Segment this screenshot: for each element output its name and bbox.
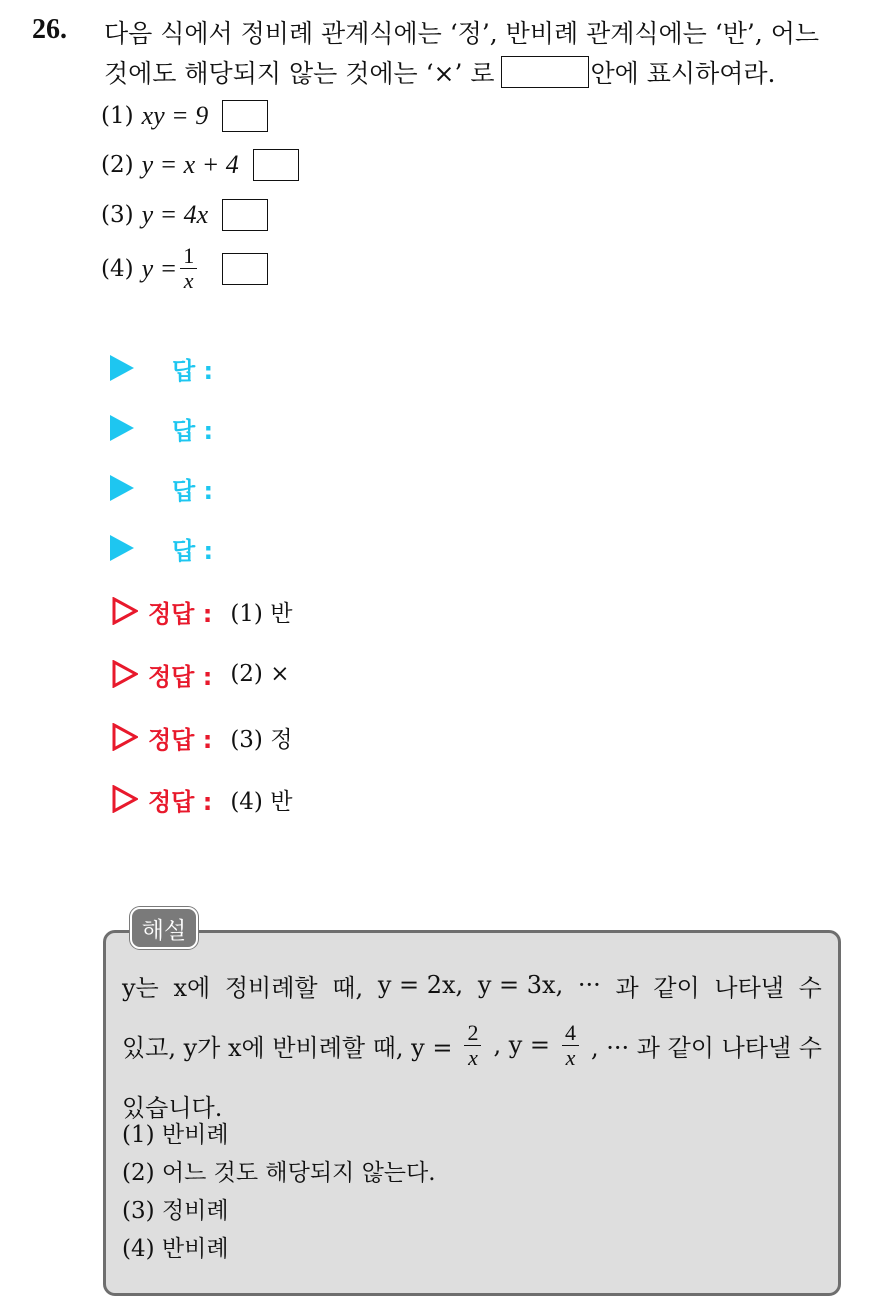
answer-prompt[interactable]: 답 :: [110, 353, 213, 383]
explanation-list-item: (3) 정비례: [122, 1198, 229, 1224]
answer-prompt[interactable]: 답 :: [110, 533, 213, 563]
question-text: [104, 14, 874, 94]
explanation-fraction-1: $\frac{2}{x}$: [464, 1021, 481, 1070]
item-1-answer-box[interactable]: [222, 100, 268, 132]
answer-placeholder-box: [501, 56, 589, 88]
explanation-word: y = 3x,: [477, 971, 564, 999]
explanation-tag: 해설: [130, 907, 198, 949]
solution-row: 정답 : (4) 반: [112, 782, 292, 816]
explanation-line-3: 있습니다.: [122, 1093, 223, 1122]
explanation-word: 과: [615, 973, 639, 1002]
explanation-fraction-2: $\frac{4}{x}$: [562, 1021, 579, 1070]
explanation-word: ···: [577, 971, 601, 999]
explanation-word: 정비례할: [224, 973, 318, 1002]
item-3-answer-box[interactable]: [222, 199, 268, 231]
item-1-expression: xy = 9: [141, 101, 209, 130]
explanation-word: y = 2x,: [377, 971, 464, 999]
solution-row: 정답 : (1) 반: [112, 594, 292, 628]
item-2: (2) y = x + 4: [101, 149, 299, 181]
explanation-word: 같이: [653, 973, 700, 1002]
explanation-list-item: (2) 어느 것도 해당되지 않는다.: [122, 1160, 436, 1186]
play-triangle-icon: [110, 415, 134, 441]
item-1: (1) xy = 9: [101, 100, 268, 132]
question-line-1: 다음 식에서 정비례 관계식에는 ‘정’, 반비례 관계식에는 ‘반’, 어느: [104, 19, 820, 48]
explanation-line-2: 있고, y가 x에 반비례할 때, y = $\frac{2}{x}$ , y = $\frac{4}{x}$ , ··· 과 같이 나타낼 수: [122, 1019, 822, 1070]
explanation-list: [122, 1116, 436, 1268]
explanation-list-item: (1) 반비례: [122, 1122, 229, 1148]
item-4-fraction: $\frac{1}{x}$: [180, 244, 197, 293]
outline-triangle-icon: [112, 723, 138, 751]
question-line-2: 것에도 해당되지 않는 것에는 ‘×’ 로 안에 표시하여라.: [104, 54, 874, 94]
question-number: 26.: [32, 14, 67, 45]
answer-prompt[interactable]: 답 :: [110, 413, 213, 443]
explanation-word: 때,: [332, 973, 364, 1002]
answer-prompt[interactable]: 답 :: [110, 473, 213, 503]
solution-row: 정답 : (2) ×: [112, 657, 290, 691]
play-triangle-icon: [110, 355, 134, 381]
play-triangle-icon: [110, 535, 134, 561]
play-triangle-icon: [110, 475, 134, 501]
item-4: (4) y = $\frac{1}{x}$: [101, 244, 268, 293]
solution-row: 정답 : (3) 정: [112, 720, 292, 754]
item-3-expression: y = 4x: [141, 200, 209, 229]
item-2-expression: y = x + 4: [141, 150, 239, 179]
item-3: (3) y = 4x: [101, 199, 268, 231]
outline-triangle-icon: [112, 597, 138, 625]
outline-triangle-icon: [112, 660, 138, 688]
explanation-word: x에: [173, 973, 211, 1002]
explanation-list-item: (4) 반비례: [122, 1236, 229, 1262]
explanation-word: y는: [122, 973, 159, 1002]
item-2-answer-box[interactable]: [253, 149, 299, 181]
explanation-word: 수: [798, 973, 822, 1002]
outline-triangle-icon: [112, 785, 138, 813]
explanation-word: 나타낼: [714, 973, 784, 1002]
item-4-answer-box[interactable]: [222, 253, 268, 285]
explanation-body: [122, 962, 822, 1128]
explanation-line-1: [122, 962, 822, 1008]
